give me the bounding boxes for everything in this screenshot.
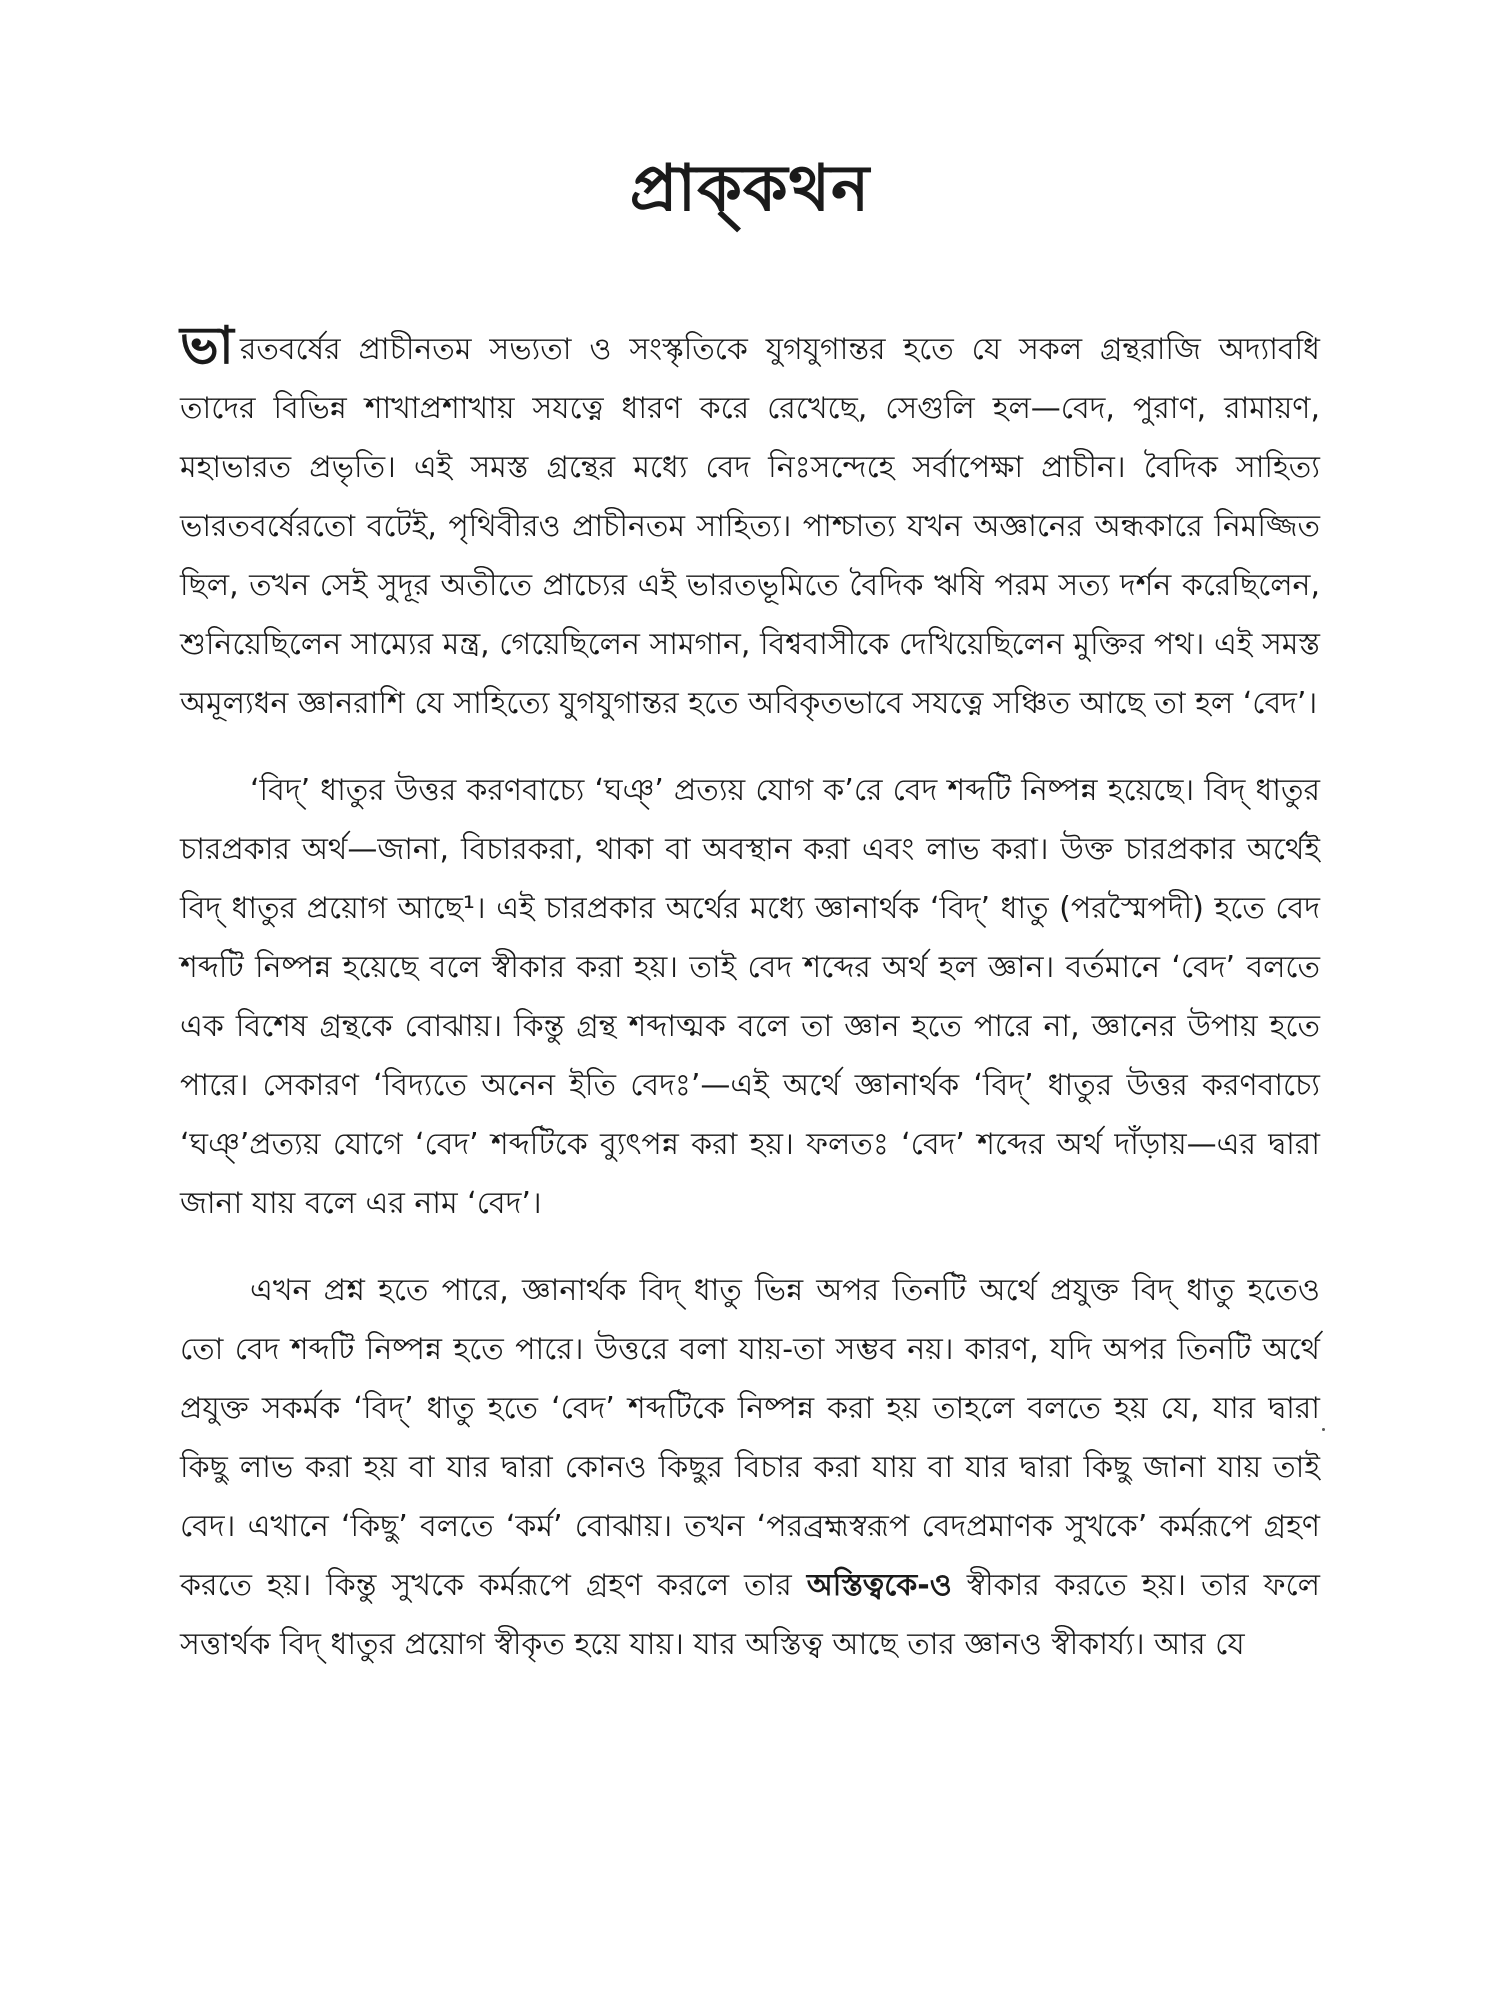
paragraph-1 [180, 316, 1320, 733]
paragraph-3-bold-word: অস্তিত্বকে-ও [806, 1568, 952, 1603]
drop-cap: ভা [180, 316, 234, 376]
paragraph-3 [180, 1261, 1320, 1674]
scan-speck [1322, 1428, 1325, 1431]
paragraph-2 [180, 761, 1320, 1233]
paragraph-3-text-before: এখন প্রশ্ন হতে পারে, জ্ঞানার্থক বিদ্ ধাতু ভিন্ন অপর তিনটি অর্থে প্রযুক্ত বিদ্ ধাতু হতেও তো বেদ শব্দটি নিষ্পন্ন হতে পারে। উত্তরে বলা যায়-তা সম্ভব নয়। কারণ, যদি অপর তিনটি অর্থে প্রযুক্ত সকর্মক ‘বিদ্’ ধাতু হতে ‘বেদ’ শব্দটিকে নিষ্পন্ন করা হয় তাহলে বলতে হয় যে, যার দ্বারা কিছু লাভ করা হয় বা যার দ্বারা কোনও কিছুর বিচার করা যায় বা যার দ্বারা কিছু জানা যায় তাই বেদ। এখানে ‘কিছু’ বলতে ‘কর্ম’ বোঝায়। তখন ‘পরব্রহ্মস্বরূপ বেদপ্রমাণক সুখকে’ কর্মরূপে গ্রহণ করতে হয়। কিন্তু সুখকে কর্মরূপে গ্রহণ করলে তার [180, 1273, 1320, 1603]
page-title: প্রাক্‌কথন [629, 152, 871, 226]
paragraph-2-text: ‘বিদ্’ ধাতুর উত্তর করণবাচ্যে ‘ঘঞ্’ প্রত্যয় যোগ ক’রে বেদ শব্দটি নিষ্পন্ন হয়েছে। বিদ্ ধাতুর চারপ্রকার অর্থ—জানা, বিচারকরা, থাকা বা অবস্থান করা এবং লাভ করা। উক্ত চারপ্রকার অর্থেই বিদ্ ধাতুর প্রয়োগ আছে¹। এই চারপ্রকার অর্থের মধ্যে জ্ঞানার্থক ‘বিদ্’ ধাতু (পরস্মৈপদী) হতে বেদ শব্দটি নিষ্পন্ন হয়েছে বলে স্বীকার করা হয়। তাই বেদ শব্দের অর্থ হল জ্ঞান। বর্তমানে ‘বেদ’ বলতে এক বিশেষ গ্রন্থকে বোঝায়। কিন্তু গ্রন্থ শব্দাত্মক বলে তা জ্ঞান হতে পারে না, জ্ঞানের উপায় হতে পারে। সেকারণ ‘বিদ্যতে অনেন ইতি বেদঃ’—এই অর্থে জ্ঞানার্থক ‘বিদ্’ ধাতুর উত্তর করণবাচ্যে ‘ঘঞ্’প্রত্যয় যোগে ‘বেদ’ শব্দটিকে ব্যুৎপন্ন করা হয়। ফলতঃ ‘বেদ’ শব্দের অর্থ দাঁড়ায়—এর দ্বারা জানা যায় বলে এর নাম ‘বেদ’। [180, 773, 1320, 1221]
paragraph-3-text-after: স্বীকার করতে হয়। তার ফলে সত্তার্থক বিদ্ ধাতুর প্রয়োগ স্বীকৃত হয়ে যায়। যার অস্তিত্ব আছে তার জ্ঞানও স্বীকার্য্য। আর যে [180, 1568, 1320, 1662]
body-text [180, 316, 1320, 1702]
paragraph-1-text: রতবর্ষের প্রাচীনতম সভ্যতা ও সংস্কৃতিকে যুগযুগান্তর হতে যে সকল গ্রন্থরাজি অদ্যাবধি তাদের বিভিন্ন শাখাপ্রশাখায় সযত্নে ধারণ করে রেখেছে, সেগুলি হল—বেদ, পুরাণ, রামায়ণ, মহাভারত প্রভৃতি। এই সমস্ত গ্রন্থের মধ্যে বেদ নিঃসন্দেহে সর্বাপেক্ষা প্রাচীন। বৈদিক সাহিত্য ভারতবর্ষেরতো বটেই, পৃথিবীরও প্রাচীনতম সাহিত্য। পাশ্চাত্য যখন অজ্ঞানের অন্ধকারে নিমজ্জিত ছিল, তখন সেই সুদূর অতীতে প্রাচ্যের এই ভারতভূমিতে বৈদিক ঋষি পরম সত্য দর্শন করেছিলেন, শুনিয়েছিলেন সাম্যের মন্ত্র, গেয়েছিলেন সামগান, বিশ্ববাসীকে দেখিয়েছিলেন মুক্তির পথ। এই সমস্ত অমূল্যধন জ্ঞানরাশি যে সাহিত্যে যুগযুগান্তর হতে অবিকৃতভাবে সযত্নে সঞ্চিত আছে তা হল ‘বেদ’। [180, 332, 1320, 721]
